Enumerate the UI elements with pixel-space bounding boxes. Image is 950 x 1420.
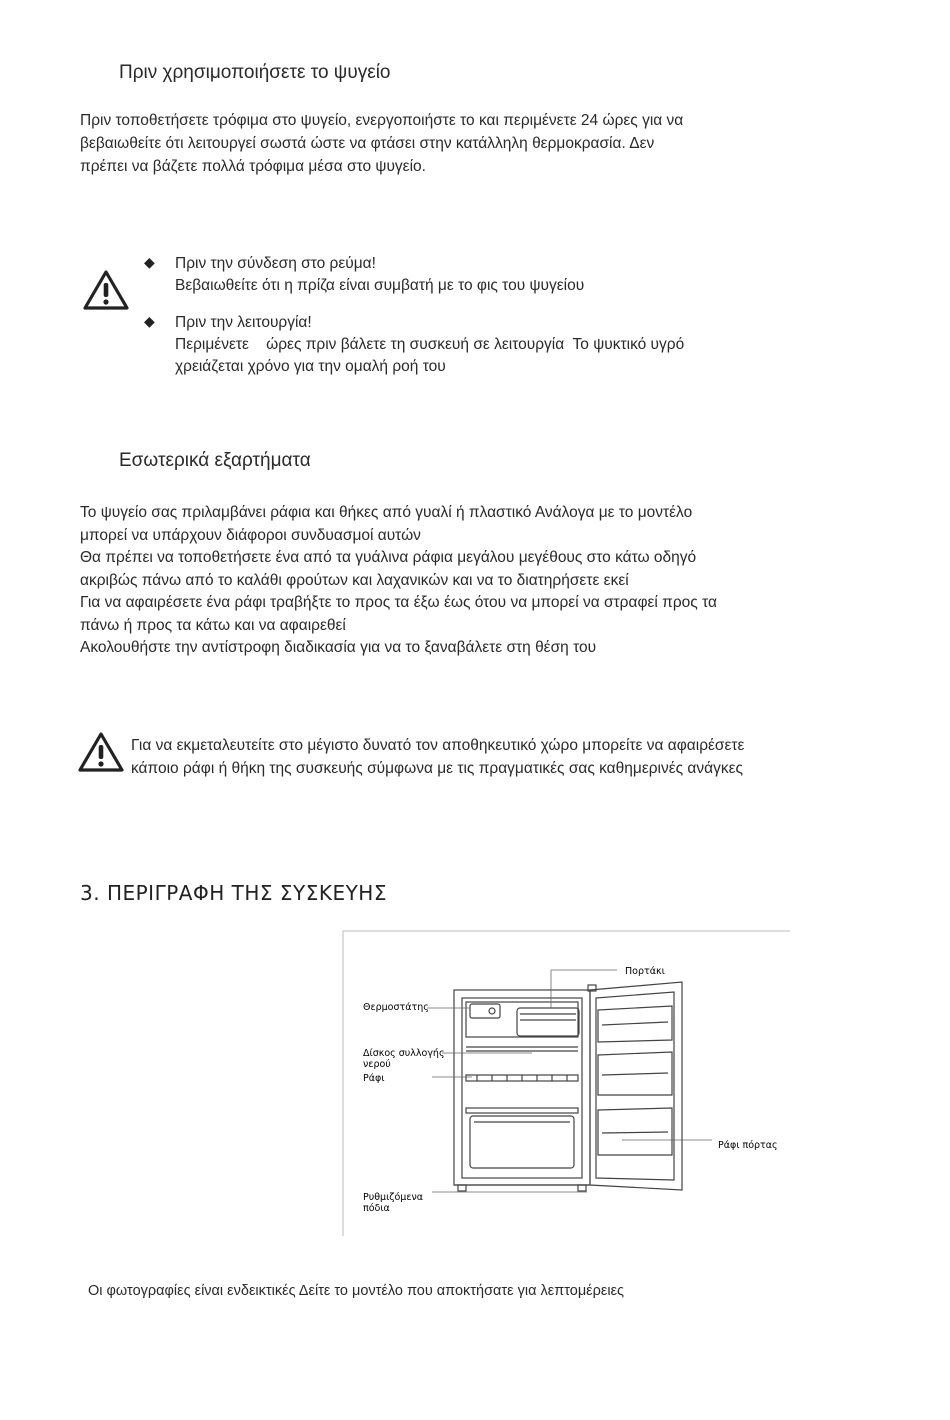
paragraph-line: ακριβώς πάνω από το καλάθι φρούτων και λαχανικών και να το διατηρήσετε εκεί xyxy=(80,571,629,589)
fridge-diagram xyxy=(342,930,792,1240)
internal-parts-heading: Εσωτερικά εξαρτήματα xyxy=(119,450,311,471)
paragraph-line: κάποιο ράφι ή θήκη της συσκευής σύμφωνα με τις πραγματικές σας καθημερινές ανάγκες xyxy=(131,760,743,777)
footer-note: Οι φωτογραφίες είναι ενδεικτικές Δείτε το μοντέλο που αποκτήσατε για λεπτομέρειες xyxy=(88,1283,625,1299)
label-shelf: Ράφι xyxy=(363,1073,385,1084)
bullet-item-operation xyxy=(175,312,684,378)
bullet-title: Πριν την σύνδεση στο ρεύμα! xyxy=(175,255,376,272)
paragraph-line: πρέπει να βάζετε πολλά τρόφιμα μέσα στο ψυγείο. xyxy=(80,158,426,175)
paragraph-line: Για να αφαιρέσετε ένα ράφι τραβήξτε το προς τα έξω έως ότου να μπορεί να στραφεί προς τα xyxy=(80,594,717,611)
fridge-cabinet xyxy=(454,990,590,1191)
bullet-text: Περιμένετε ώρες πριν βάλετε τη συσκευή σε λειτουργία Το ψυκτικό υγρό xyxy=(175,336,685,353)
storage-warning-text xyxy=(131,734,744,780)
label-drip-tray: Δίσκος συλλογής xyxy=(363,1048,445,1059)
before-use-paragraph xyxy=(80,109,683,178)
label-drip-tray-2: νερού xyxy=(363,1059,391,1070)
label-adjustable-feet: Ρυθμιζόμενα xyxy=(363,1192,424,1203)
paragraph-line: Πριν τοποθετήσετε τρόφιμα στο ψυγείο, ενεργοποιήστε το και περιμένετε 24 ώρες για να xyxy=(80,112,684,129)
warning-triangle-icon xyxy=(82,268,130,312)
bullet-text: χρειάζεται χρόνο για την ομαλή ροή του xyxy=(175,358,446,375)
internal-parts-paragraph xyxy=(80,502,717,660)
bullet-diamond-icon: ◆ xyxy=(144,254,155,270)
bullet-text: Βεβαιωθείτε ότι η πρίζα είναι συμβατή με το φις του ψυγείου xyxy=(175,277,585,294)
paragraph-line: Θα πρέπει να τοποθετήσετε ένα από τα γυάλινα ράφια μεγάλου μεγέθους στο κάτω οδηγό xyxy=(80,549,697,566)
warning-triangle-icon xyxy=(77,730,125,774)
before-use-heading: Πριν χρησιμοποιήσετε το ψυγείο xyxy=(119,62,391,83)
paragraph-line: πάνω ή προς τα κάτω και να αφαιρεθεί xyxy=(80,616,346,634)
section-3-heading: 3. ΠΕΡΙΓΡΑΦΗ ΤΗΣ ΣΥΣΚΕΥΗΣ xyxy=(80,881,387,905)
paragraph-line: Ακολουθήστε την αντίστροφη διαδικασία για να το ξαναβάλετε στη θέση του xyxy=(80,639,597,656)
paragraph-line: βεβαιωθείτε ότι λειτουργεί σωστά ώστε να φτάσει στην κατάλληλη θερμοκρασία. Δεν xyxy=(80,135,655,152)
label-door-flap: Πορτάκι xyxy=(625,966,665,977)
label-adjustable-feet-2: πόδια xyxy=(363,1203,390,1214)
label-door-shelf: Ράφι πόρτας xyxy=(718,1140,778,1151)
label-thermostat: Θερμοστάτης xyxy=(363,1002,429,1013)
paragraph-line: μπορεί να υπάρχουν διάφοροι συνδυασμοί αυτών xyxy=(80,526,421,544)
bullet-diamond-icon: ◆ xyxy=(144,313,155,329)
paragraph-line: Το ψυγείο σας πριλαμβάνει ράφια και θήκες από γυαλί ή πλαστικό Ανάλογα με το μοντέλο xyxy=(80,504,693,521)
bullet-item-power xyxy=(175,253,584,297)
fridge-door xyxy=(588,982,682,1190)
paragraph-line: Για να εκμεταλευτείτε στο μέγιστο δυνατό τον αποθηκευτικό χώρο μπορείτε να αφαιρέσετε xyxy=(131,737,745,754)
bullet-title: Πριν την λειτουργία! xyxy=(175,314,312,331)
